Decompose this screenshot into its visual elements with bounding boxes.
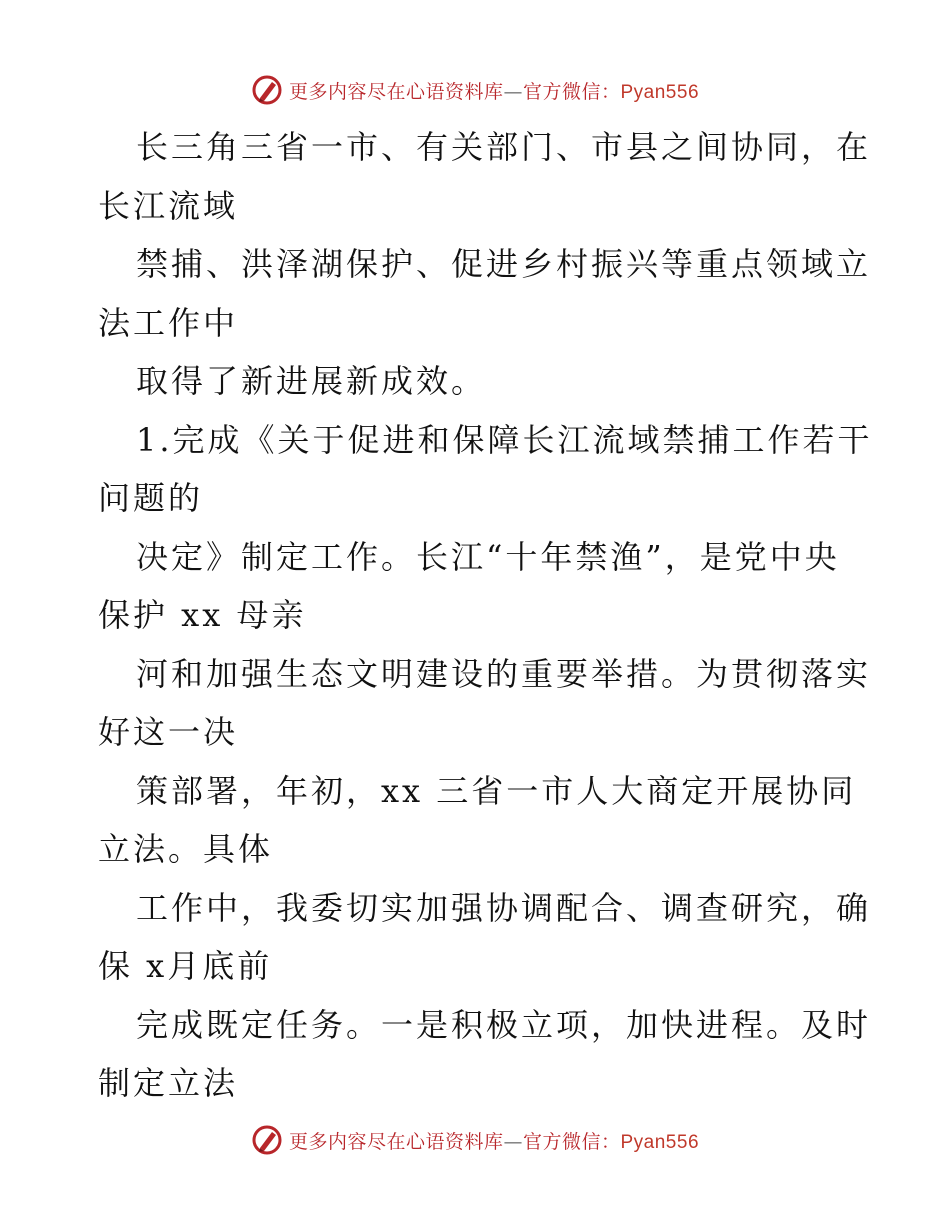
- text-line: 制定立法: [98, 1064, 239, 1102]
- text-line: 禁捕、洪泽湖保护、促进乡村振兴等重点领域立: [136, 245, 872, 283]
- pen-logo-icon: [251, 1124, 283, 1156]
- watermark-text: [289, 1127, 699, 1154]
- text-line: 长三角三省一市、有关部门、市县之间协同，在: [136, 128, 872, 166]
- text-line: 1.完成《关于促进和保障长江流域禁捕工作若干: [136, 420, 873, 459]
- document-body: [98, 118, 873, 1113]
- text-line: 保护 xx 母亲: [98, 596, 307, 634]
- text-line: 法工作中: [98, 303, 239, 342]
- text-line: 完成既定任务。一是积极立项，加快进程。及时: [136, 1005, 872, 1044]
- watermark-footer: [0, 1120, 950, 1160]
- pen-logo-icon: [251, 74, 283, 106]
- watermark-text: [289, 77, 699, 104]
- text-line: 工作中，我委切实加强协调配合、调查研究，确: [136, 888, 872, 927]
- text-line: 策部署，年初，xx 三省一市人大商定开展协同: [136, 771, 857, 810]
- watermark-label: 官方微信：: [522, 1130, 621, 1153]
- watermark-header: [0, 70, 950, 110]
- watermark-separator: —: [503, 80, 523, 103]
- text-line: 问题的: [98, 479, 204, 517]
- watermark-id: Pyan556: [620, 1131, 700, 1153]
- watermark-separator: —: [503, 1130, 523, 1153]
- text-line: 长江流域: [98, 186, 239, 225]
- text-line: 立法。具体: [98, 830, 274, 868]
- text-line: 决定》制定工作。长江“十年禁渔”，是党中央: [136, 537, 840, 576]
- text-line: 保 x月底前: [98, 947, 273, 985]
- watermark-main: 更多内容尽在心语资料库: [288, 80, 504, 103]
- watermark-id: Pyan556: [620, 81, 700, 103]
- text-line: 河和加强生态文明建设的重要举措。为贯彻落实: [136, 654, 872, 693]
- text-line: 取得了新进展新成效。: [136, 362, 487, 400]
- watermark-main: 更多内容尽在心语资料库: [288, 1130, 504, 1153]
- watermark-label: 官方微信：: [522, 80, 621, 103]
- text-line: 好这一决: [98, 713, 239, 751]
